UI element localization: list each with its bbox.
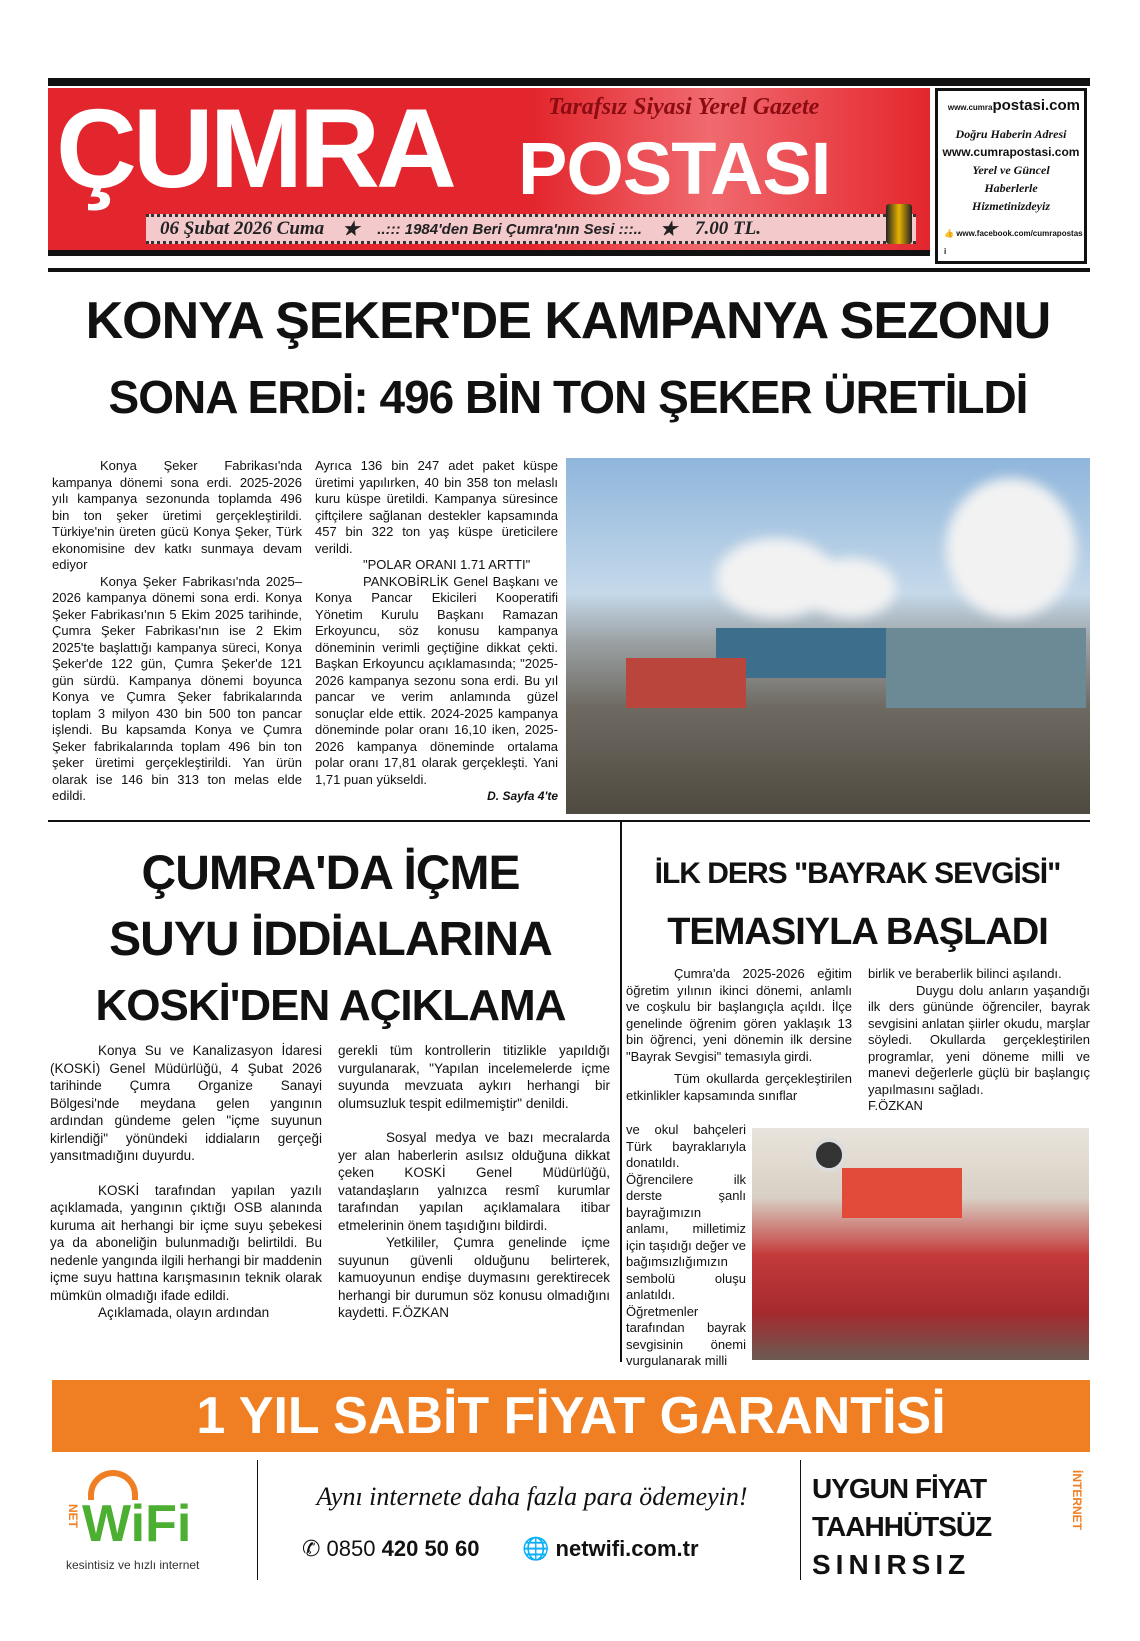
flag-col-1 <box>626 966 852 1104</box>
water-headline-line2: SUYU İDDİALARINA <box>109 913 552 966</box>
date-band <box>146 214 916 244</box>
brand-net: NET <box>66 1504 80 1528</box>
price: 7.00 TL. <box>694 218 761 239</box>
water-col-1 <box>50 1042 322 1322</box>
feature: UYGUN FİYAT <box>812 1473 987 1504</box>
water-headline-line1: ÇUMRA'DA İÇME <box>141 847 520 900</box>
feature: SINIRSIZ <box>812 1549 971 1580</box>
tagline: Yerel ve Güncel <box>972 163 1050 177</box>
tagline: Haberlerle <box>984 181 1038 195</box>
sugar-factory-photo <box>566 458 1090 814</box>
paragraph: ve okul bahçeleri Türk bayraklarıyla donatıldı. Öğrencilere ilk derste şanlı bayrağımızın anlamı, milletimiz için taşıdığı değer ve bağımsızlığımızın sembolü oluşu anlatıldı. Öğretmenler tarafından bayrak sevgisinin önemi vurgulanarak milli <box>626 1122 746 1368</box>
star-icon: ★ <box>659 218 677 240</box>
tagline: Doğru Haberin Adresi <box>955 127 1067 141</box>
masthead <box>48 88 930 256</box>
divider <box>800 1460 801 1580</box>
tagline: Hizmetinizdeyiz <box>972 199 1050 213</box>
paragraph: Sosyal medya ve bazı mecralarda yer alan haberlerin asılsız olduğuna dikkat çeken KOSKİ Genel Müdürlüğü, vatandaşların yalnızca resmî kurumlar tarafından yapılan açıklamalara itibar etmelerinin önem taşıdığını bildirdi. <box>338 1130 610 1233</box>
masthead-slogan: Tarafsız Siyasi Yerel Gazete <box>548 94 820 120</box>
water-headline-line3: KOSKİ'DEN AÇIKLAMA <box>95 981 566 1030</box>
divider <box>620 822 622 1362</box>
lead-col-1 <box>52 458 302 805</box>
brand-wifi: WiFi <box>82 1495 192 1553</box>
site-logo[interactable]: www.cumrapostasi.com <box>947 97 1080 114</box>
logo-postasi: POSTASI <box>518 127 831 210</box>
flag-col-1-narrow <box>626 1122 746 1370</box>
feature-side-label: İNTERNET <box>1070 1470 1084 1530</box>
ad-banner[interactable]: 1 YIL SABİT FİYAT GARANTİSİ <box>52 1380 1090 1452</box>
divider <box>48 820 1090 822</box>
byline: F.ÖZKAN <box>868 1098 923 1113</box>
brand-tagline: kesintisiz ve hızlı internet <box>66 1558 200 1572</box>
star-icon: ★ <box>342 218 360 240</box>
paragraph: gerekli tüm kontrollerin titizlikle yapıldığı vurgulanarak, "Yapılan incelemelerde içme suyunda mevzuata aykırı herhangi bir olumsuzluk tespit edilmemiştir" denildi. <box>338 1043 610 1111</box>
paragraph: Konya Şeker Fabrikası'nda kampanya dönemi sona erdi. 2025-2026 yılı kampanya sezonunda toplamda 496 bin ton şeker üretimi gerçekleştirildi. Türkiye'nin üreten gücü Konya Şeker, Türk ekonomisine dev katkı sunmaya devam ediyor <box>52 458 302 572</box>
divider <box>48 268 1090 272</box>
ad-slogan: Aynı internete daha fazla para ödemeyin! <box>316 1482 748 1511</box>
lead-headline-line1: KONYA ŞEKER'DE KAMPANYA SEZONU <box>85 292 1051 350</box>
paragraph: KOSKİ tarafından yapılan yazılı açıklamada, yangının çıktığı OSB alanında kuruma ait herhangi bir içme suyu şebekesi ya da aboneliğin bulunmadığı belirtildi. Bu nedenle yangında ilgili herhangi bir maddenin içme suyu hattına karışmasının teknik olarak mümkün olmadığı ifade edildi. <box>50 1182 322 1303</box>
film-can-icon <box>886 204 912 244</box>
paragraph: Açıklamada, olayın ardından <box>98 1305 270 1320</box>
paragraph: Yetkililer, Çumra genelinde içme suyunun güvenli olduğunu belirterek, kamuoyunun endişe duymasını gerektirecek herhangi bir durumun söz konusu olmadığını kaydetti. F.ÖZKAN <box>338 1235 610 1320</box>
ad-features <box>812 1470 1062 1584</box>
subheading: "POLAR ORANI 1.71 ARTTI" <box>363 557 531 572</box>
students-flags-photo <box>752 1128 1089 1360</box>
contact-box <box>935 88 1087 264</box>
flag-col-2 <box>868 966 1090 1115</box>
paragraph: Ayrıca 136 bin 247 adet paket küspe üretimi yapılırken, 40 bin 358 ton melaslı kuru küspe üretildi. Kampanya süresince çiftçilere sağlanan destekler kapsamında 457 bin 322 ton yaş küspe üreticilere verildi. <box>315 458 558 556</box>
paragraph: Konya Su ve Kanalizasyon İdaresi (KOSKİ) Genel Müdürlüğü, 4 Şubat 2026 tarihinde Çumra Organize Sanayi Bölgesi'nde meydana gelen yangının ardından gündeme gelen "içme suyunun kirlendiği" yönündeki iddiaların gerçeği yansıtmadığını duyurdu. <box>50 1043 322 1163</box>
netwifi-ad[interactable] <box>52 1460 1090 1590</box>
lead-headline-line2: SONA ERDİ: 496 BİN TON ŞEKER ÜRETİLDİ <box>108 371 1028 423</box>
paragraph: birlik ve beraberlik bilinci aşılandı. <box>868 966 1062 981</box>
issue-date: 06 Şubat 2026 Cuma <box>160 218 325 239</box>
divider <box>257 1460 258 1580</box>
water-col-2 <box>338 1042 610 1322</box>
website[interactable]: 🌐 netwifi.com.tr <box>522 1536 699 1561</box>
paragraph: Konya Şeker Fabrikası'nda 2025–2026 kampanya dönemi sona erdi. Konya Şeker Fabrikası'nın 5 Ekim 2025 tarihinde, Çumra Şeker Fabrikası'nın ise 2 Ekim 2025'te başlattığı kampanya süreci, Konya Şeker'de 122 gün, Çumra Şeker'de 121 gün sürdü. Kampanya dönemi boyunca Konya ve Çumra Şeker fabrikalarında toplam 3 milyon 430 bin 500 ton pancar işlendi. Bu kapsamda Konya ve Çumra Şeker fabrikalarında toplam 496 bin ton şeker üretimi gerçekleştirildi. Yan ürün olarak ise 146 bin 313 ton melas elde edildi. <box>52 573 302 803</box>
continued-link[interactable]: D. Sayfa 4'te <box>487 789 558 803</box>
paragraph: Çumra'da 2025-2026 eğitim öğretim yılının ikinci dönemi, anlamlı ve coşkulu bir başlangıçla açıldı. İlçe genelinde öğrenim gören yaklaşık 13 bin öğrenci, yeni dönemin ilk dersine "Bayrak Sevgisi" temasıyla girdi. <box>626 966 852 1064</box>
facebook-link[interactable]: 👍 www.facebook.com/cumrapostasi <box>944 229 1083 256</box>
paragraph: Duygu dolu anların yaşandığı ilk ders gününde öğrenciler, bayrak sevgisini anlatan şiirler okudu, marşlar söyledi. Okullarda gerçekleştirilen programlar, yeni döneme milli ve manevi değerlerle güçlü bir başlangıç yapılmasını sağladı. <box>868 982 1090 1097</box>
flag-headline-line2: TEMASIYLA BAŞLADI <box>667 911 1048 953</box>
paragraph: Tüm okullarda gerçekleştirilen etkinlikler kapsamında sınıflar <box>626 1071 852 1103</box>
website-link[interactable]: www.cumrapostasi.com <box>942 145 1080 159</box>
lead-col-2 <box>315 458 558 805</box>
logo-cumra: ÇUMRA <box>56 86 453 211</box>
motto: ..::: 1984'den Beri Çumra'nın Sesi :::.. <box>377 220 642 238</box>
paragraph: PANKOBİRLİK Genel Başkanı ve Konya Pancar Ekicileri Kooperatifi Yönetim Kurulu Başkanı Ramazan Erkoyuncu, söz konusu kampanya döneminin verimli geçtiğine dikkat çekti. Başkan Erkoyuncu açıklamasında; "2025-2026 kampanya sezonu sona erdi. Bu yıl pancar ve verim anlamında güzel sonuçlar elde ettik. 2024-2025 kampanya döneminde polar oranı 16,10 iken, 2025-2026 kampanya döneminde ortalama polar oranı 17,81 olarak gerçekleşti. Yani 1,71 puan yükseldi. <box>315 573 558 787</box>
phone[interactable]: ✆ 0850 420 50 60 <box>302 1536 480 1561</box>
flag-headline-line1: İLK DERS "BAYRAK SEVGİSİ" <box>654 857 1061 890</box>
feature: TAAHHÜTSÜZ <box>812 1511 992 1542</box>
